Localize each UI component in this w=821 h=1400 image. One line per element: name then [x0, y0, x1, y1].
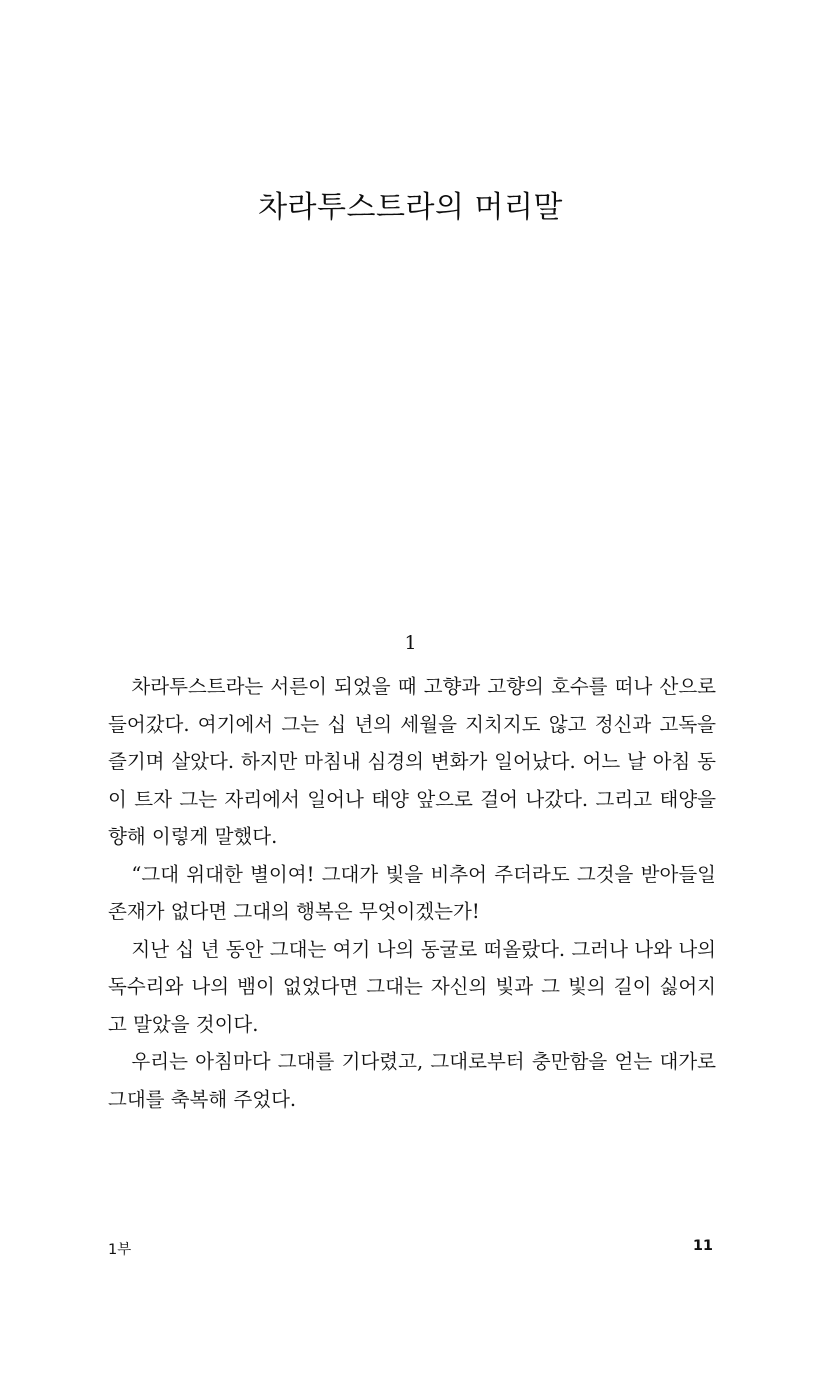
paragraph: 우리는 아침마다 그대를 기다렸고, 그대로부터 충만함을 얻는 대가로 그대를 축복해 주었다.: [108, 1050, 716, 1111]
paragraph: “그대 위대한 별이여! 그대가 빛을 비추어 주더라도 그것을 받아들일 존재가 없다면 그대의 행복은 무엇이겠는가!: [108, 862, 716, 923]
paragraph: 차라투스트라는 서른이 되었을 때 고향과 고향의 호수를 떠나 산으로 들어갔다. 여기에서 그는 십 년의 세월을 지치지도 않고 정신과 고독을 즐기며 살았다. 하지만 마침내 심경의 변화가 일어났다. 어느 날 아침 동이 트자 그는 자리에서 일어나 태양 앞으로 걸어 나갔다. 그리고 태양을 향해 이렇게 말했다.: [108, 675, 716, 848]
page-number: 11: [692, 1238, 713, 1254]
footer-part-label: 1부: [108, 1242, 132, 1258]
section-number: 1: [404, 632, 417, 654]
page-footer: [108, 1238, 713, 1262]
body-text: [108, 668, 716, 1118]
paragraph: 지난 십 년 동안 그대는 여기 나의 동굴로 떠올랐다. 그러나 나와 나의 독수리와 나의 뱀이 없었다면 그대는 자신의 빛과 그 빛의 길이 싫어지고 말았을 것이다.: [108, 937, 716, 1036]
page-title: 차라투스트라의 머리말: [258, 190, 563, 226]
